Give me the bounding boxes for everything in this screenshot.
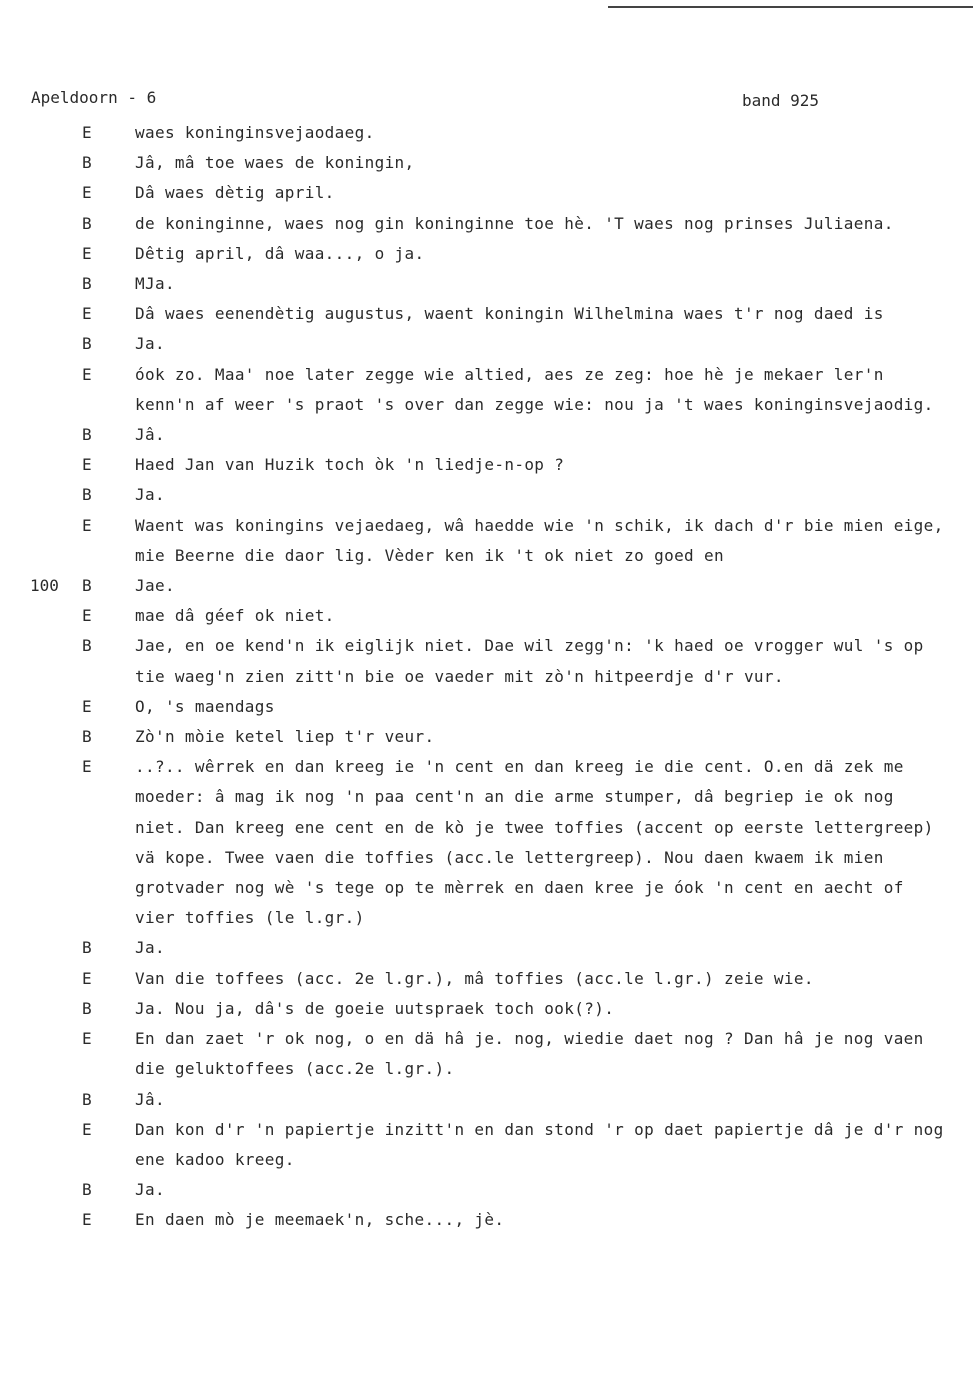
utterance-text: Jâ, mâ toe waes de koningin,: [135, 153, 415, 173]
speaker-label: E: [82, 455, 92, 475]
transcript: [0, 118, 973, 1236]
utterance-text: ..?.. wêrrek en dan kreeg ie 'n cent en dan kreeg ie die cent. O.en dä zek me moeder: â mag ik nog 'n paa cent'n an die arme stumper, dâ begriep ie ok nog niet. Dan kreeg ene cent en de kò je twee toffies (accent op eerste lettergreep) vä kope. Twee vaen die toffies (acc.le lettergreep). Nou daen kwaem ik mien grotvader nog wè 's tege op te mèrrek en daen kree je óok 'n cent en aecht of vier toffies (le l.gr.): [135, 757, 934, 928]
transcript-row: [0, 178, 973, 208]
speaker-label: E: [82, 1119, 92, 1139]
utterance-text: de koninginne, waes nog gin koninginne toe hè. 'T waes nog prinses Juliaena.: [135, 213, 894, 233]
speaker-label: B: [82, 1089, 92, 1109]
line-number: 100: [30, 576, 59, 596]
utterance-text: Jae, en oe kend'n ik eiglijk niet. Dae wil zegg'n: 'k haed oe vrogger wul 's op tie waeg'n zien zitt'n bie oe vaeder mit zò'n hitpeerdje d'r vur.: [135, 636, 924, 686]
utterance-text: waes koninginsvejaodaeg.: [135, 123, 375, 142]
speaker-label: B: [82, 727, 92, 747]
speaker-label: E: [82, 515, 92, 535]
utterance-text: mae dâ géef ok niet.: [135, 606, 335, 626]
utterance-text: Waent was koningins vejaedaeg, wâ haedde wie 'n schik, ik dach d'r bie mien eige, mie Beerne die daor lig. Vèder ken ik 't ok niet zo goed en: [135, 515, 944, 565]
speaker-label: E: [82, 1029, 92, 1049]
utterance-text: Van die toffees (acc. 2e l.gr.), mâ toffies (acc.le l.gr.) zeie wie.: [135, 968, 814, 988]
transcript-row: [0, 1085, 973, 1115]
transcript-row: [0, 480, 973, 510]
utterance-text: Jae.: [135, 576, 175, 596]
speaker-label: B: [82, 334, 92, 354]
utterance-text: Ja. Nou ja, dâ's de goeie uutspraek toch ook(?).: [135, 998, 615, 1018]
speaker-label: E: [82, 304, 92, 324]
speaker-label: B: [82, 213, 92, 233]
transcript-row: [0, 299, 973, 329]
speaker-label: E: [82, 123, 92, 142]
transcript-row: [0, 994, 973, 1024]
speaker-label: E: [82, 364, 92, 384]
speaker-label: B: [82, 274, 92, 294]
speaker-label: B: [82, 485, 92, 505]
transcript-row: [0, 118, 973, 148]
transcript-row: [0, 692, 973, 722]
transcript-row: [0, 1115, 973, 1175]
speaker-label: B: [82, 425, 92, 445]
speaker-label: B: [82, 1180, 92, 1200]
utterance-text: MJa.: [135, 274, 175, 294]
top-rule: [608, 6, 973, 8]
utterance-text: En dan zaet 'r ok nog, o en dä hâ je. nog, wiedie daet nog ? Dan hâ je nog vaen die geluktoffees (acc.2e l.gr.).: [135, 1029, 924, 1079]
transcript-row: [0, 752, 973, 933]
transcript-row: [0, 239, 973, 269]
transcript-row: [0, 360, 973, 420]
speaker-label: E: [82, 757, 92, 777]
tape-number: band 925: [742, 91, 820, 110]
utterance-text: óok zo. Maa' noe later zegge wie altied, aes ze zeg: hoe hè je mekaer ler'n kenn'n af weer 's praot 's over dan zegge wie: nou ja 't waes koninginsvejaodig.: [135, 364, 934, 414]
transcript-row: [0, 722, 973, 752]
utterance-text: Dâ waes eenendètig augustus, waent koningin Wilhelmina waes t'r nog daed is: [135, 304, 884, 324]
utterance-text: Haed Jan van Huzik toch òk 'n liedje-n-op ?: [135, 455, 565, 475]
transcript-row: [0, 601, 973, 631]
speaker-label: B: [82, 938, 92, 958]
utterance-text: Ja.: [135, 938, 165, 958]
utterance-text: Dan kon d'r 'n papiertje inzitt'n en dan stond 'r op daet papiertje dâ je d'r nog ene kadoo kreeg.: [135, 1119, 944, 1169]
transcript-row: [0, 571, 973, 601]
transcript-row: [0, 269, 973, 299]
utterance-text: Dâ waes dètig april.: [135, 183, 335, 203]
utterance-text: Ja.: [135, 485, 165, 505]
utterance-text: En daen mò je meemaek'n, sche..., jè.: [135, 1210, 505, 1230]
utterance-text: Jâ.: [135, 1089, 165, 1109]
transcript-row: [0, 209, 973, 239]
transcript-row: [0, 1175, 973, 1205]
speaker-label: B: [82, 636, 92, 656]
speaker-label: B: [82, 998, 92, 1018]
transcript-row: [0, 420, 973, 450]
utterance-text: Ja.: [135, 334, 165, 354]
speaker-label: E: [82, 968, 92, 988]
speaker-label: E: [82, 696, 92, 716]
transcript-row: [0, 1205, 973, 1235]
speaker-label: E: [82, 243, 92, 263]
transcript-row: [0, 148, 973, 178]
transcript-row: [0, 450, 973, 480]
transcript-row: [0, 933, 973, 963]
utterance-text: Dêtig april, dâ waa..., o ja.: [135, 243, 425, 263]
utterance-text: Ja.: [135, 1180, 165, 1200]
transcript-row: [0, 1024, 973, 1084]
speaker-label: B: [82, 576, 92, 596]
speaker-label: B: [82, 153, 92, 173]
utterance-text: Jâ.: [135, 425, 165, 445]
speaker-label: E: [82, 606, 92, 626]
utterance-text: O, 's maendags: [135, 696, 275, 716]
transcript-row: [0, 631, 973, 691]
transcript-row: [0, 511, 973, 571]
transcript-row: [0, 964, 973, 994]
page-location: Apeldoorn - 6: [31, 88, 157, 107]
utterance-text: Zò'n mòie ketel liep t'r veur.: [135, 727, 435, 747]
transcript-row: [0, 329, 973, 359]
speaker-label: E: [82, 1210, 92, 1230]
speaker-label: E: [82, 183, 92, 203]
